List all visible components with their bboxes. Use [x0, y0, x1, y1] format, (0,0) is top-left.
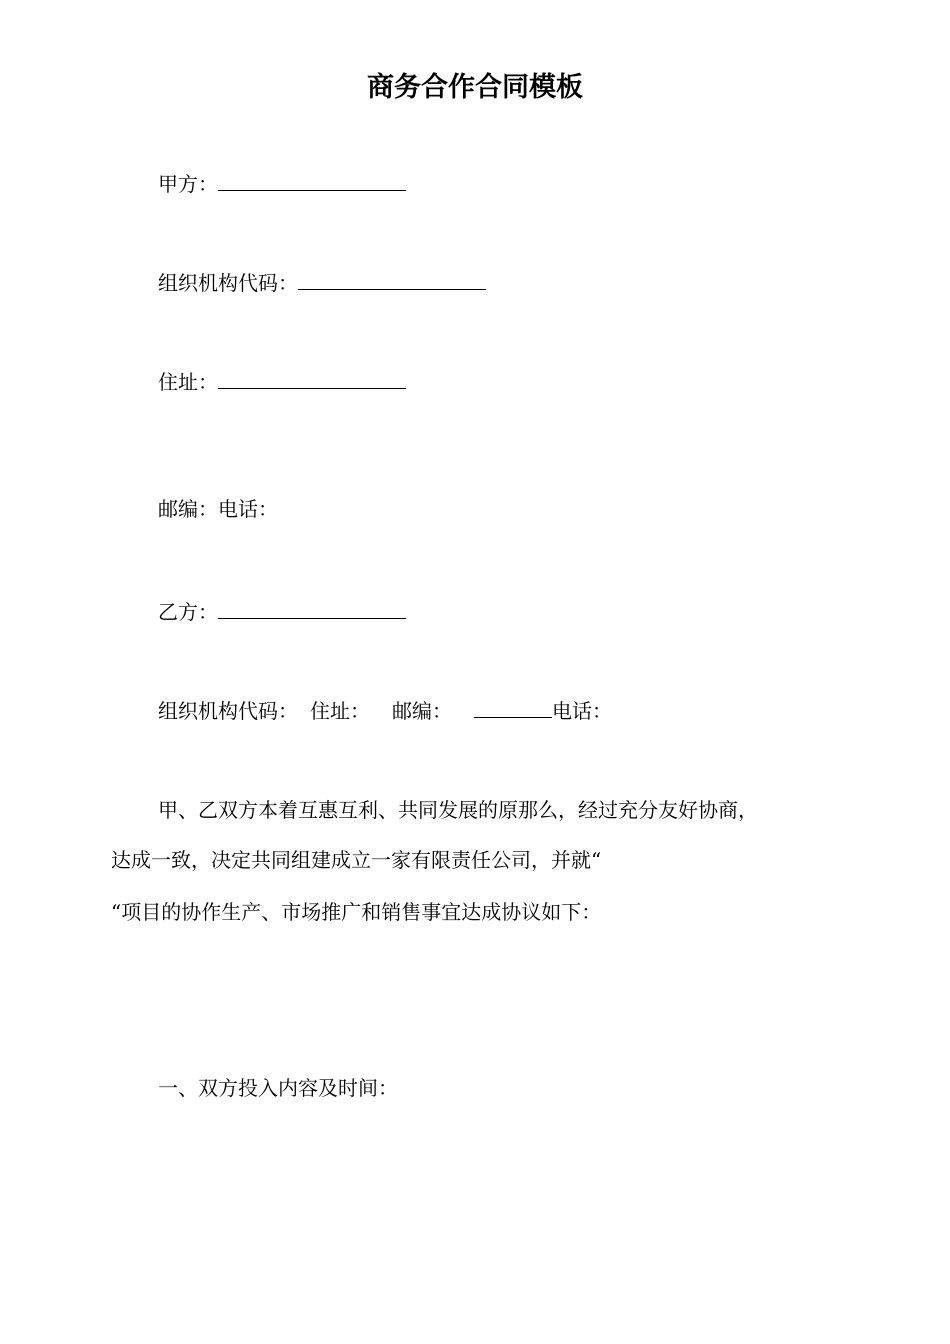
party-a-address-label: 住址：	[158, 370, 218, 394]
party-a-org-code-blank[interactable]	[298, 271, 486, 290]
party-b-blank[interactable]	[218, 600, 406, 619]
section-1-heading: 一、双方投入内容及时间：	[158, 1076, 398, 1100]
party-a-blank[interactable]	[218, 172, 406, 191]
party-b-address-label: 住址：	[310, 699, 370, 723]
party-b-line	[158, 598, 406, 626]
party-a-postcode-phone-line	[158, 495, 278, 523]
party-b-org-code-label: 组织机构代码：	[158, 699, 298, 723]
party-a-org-code-line	[158, 269, 486, 297]
preamble-line-1: 甲、乙双方本着互惠互利、共同发展的原那么，经过充分友好协商，	[158, 798, 758, 822]
party-a-org-code-label: 组织机构代码：	[158, 271, 298, 295]
party-b-postcode-label: 邮编：	[392, 699, 452, 723]
party-a-address-blank[interactable]	[218, 370, 406, 389]
party-b-details-line	[158, 697, 612, 725]
party-a-postcode-phone-label: 邮编：电话：	[158, 497, 278, 521]
preamble-line-3: “项目的协作生产、市场推广和销售事宜达成协议如下：	[111, 900, 602, 924]
party-b-postcode-blank[interactable]	[474, 699, 552, 718]
party-b-label: 乙方：	[158, 600, 218, 624]
preamble-line-2: 达成一致，决定共同组建成立一家有限责任公司，并就“	[111, 848, 602, 872]
document-title: 商务合作合同模板	[367, 72, 583, 103]
party-a-line	[158, 170, 406, 198]
party-b-phone-label: 电话：	[552, 699, 612, 723]
party-a-label: 甲方：	[158, 172, 218, 196]
party-a-address-line	[158, 368, 406, 396]
